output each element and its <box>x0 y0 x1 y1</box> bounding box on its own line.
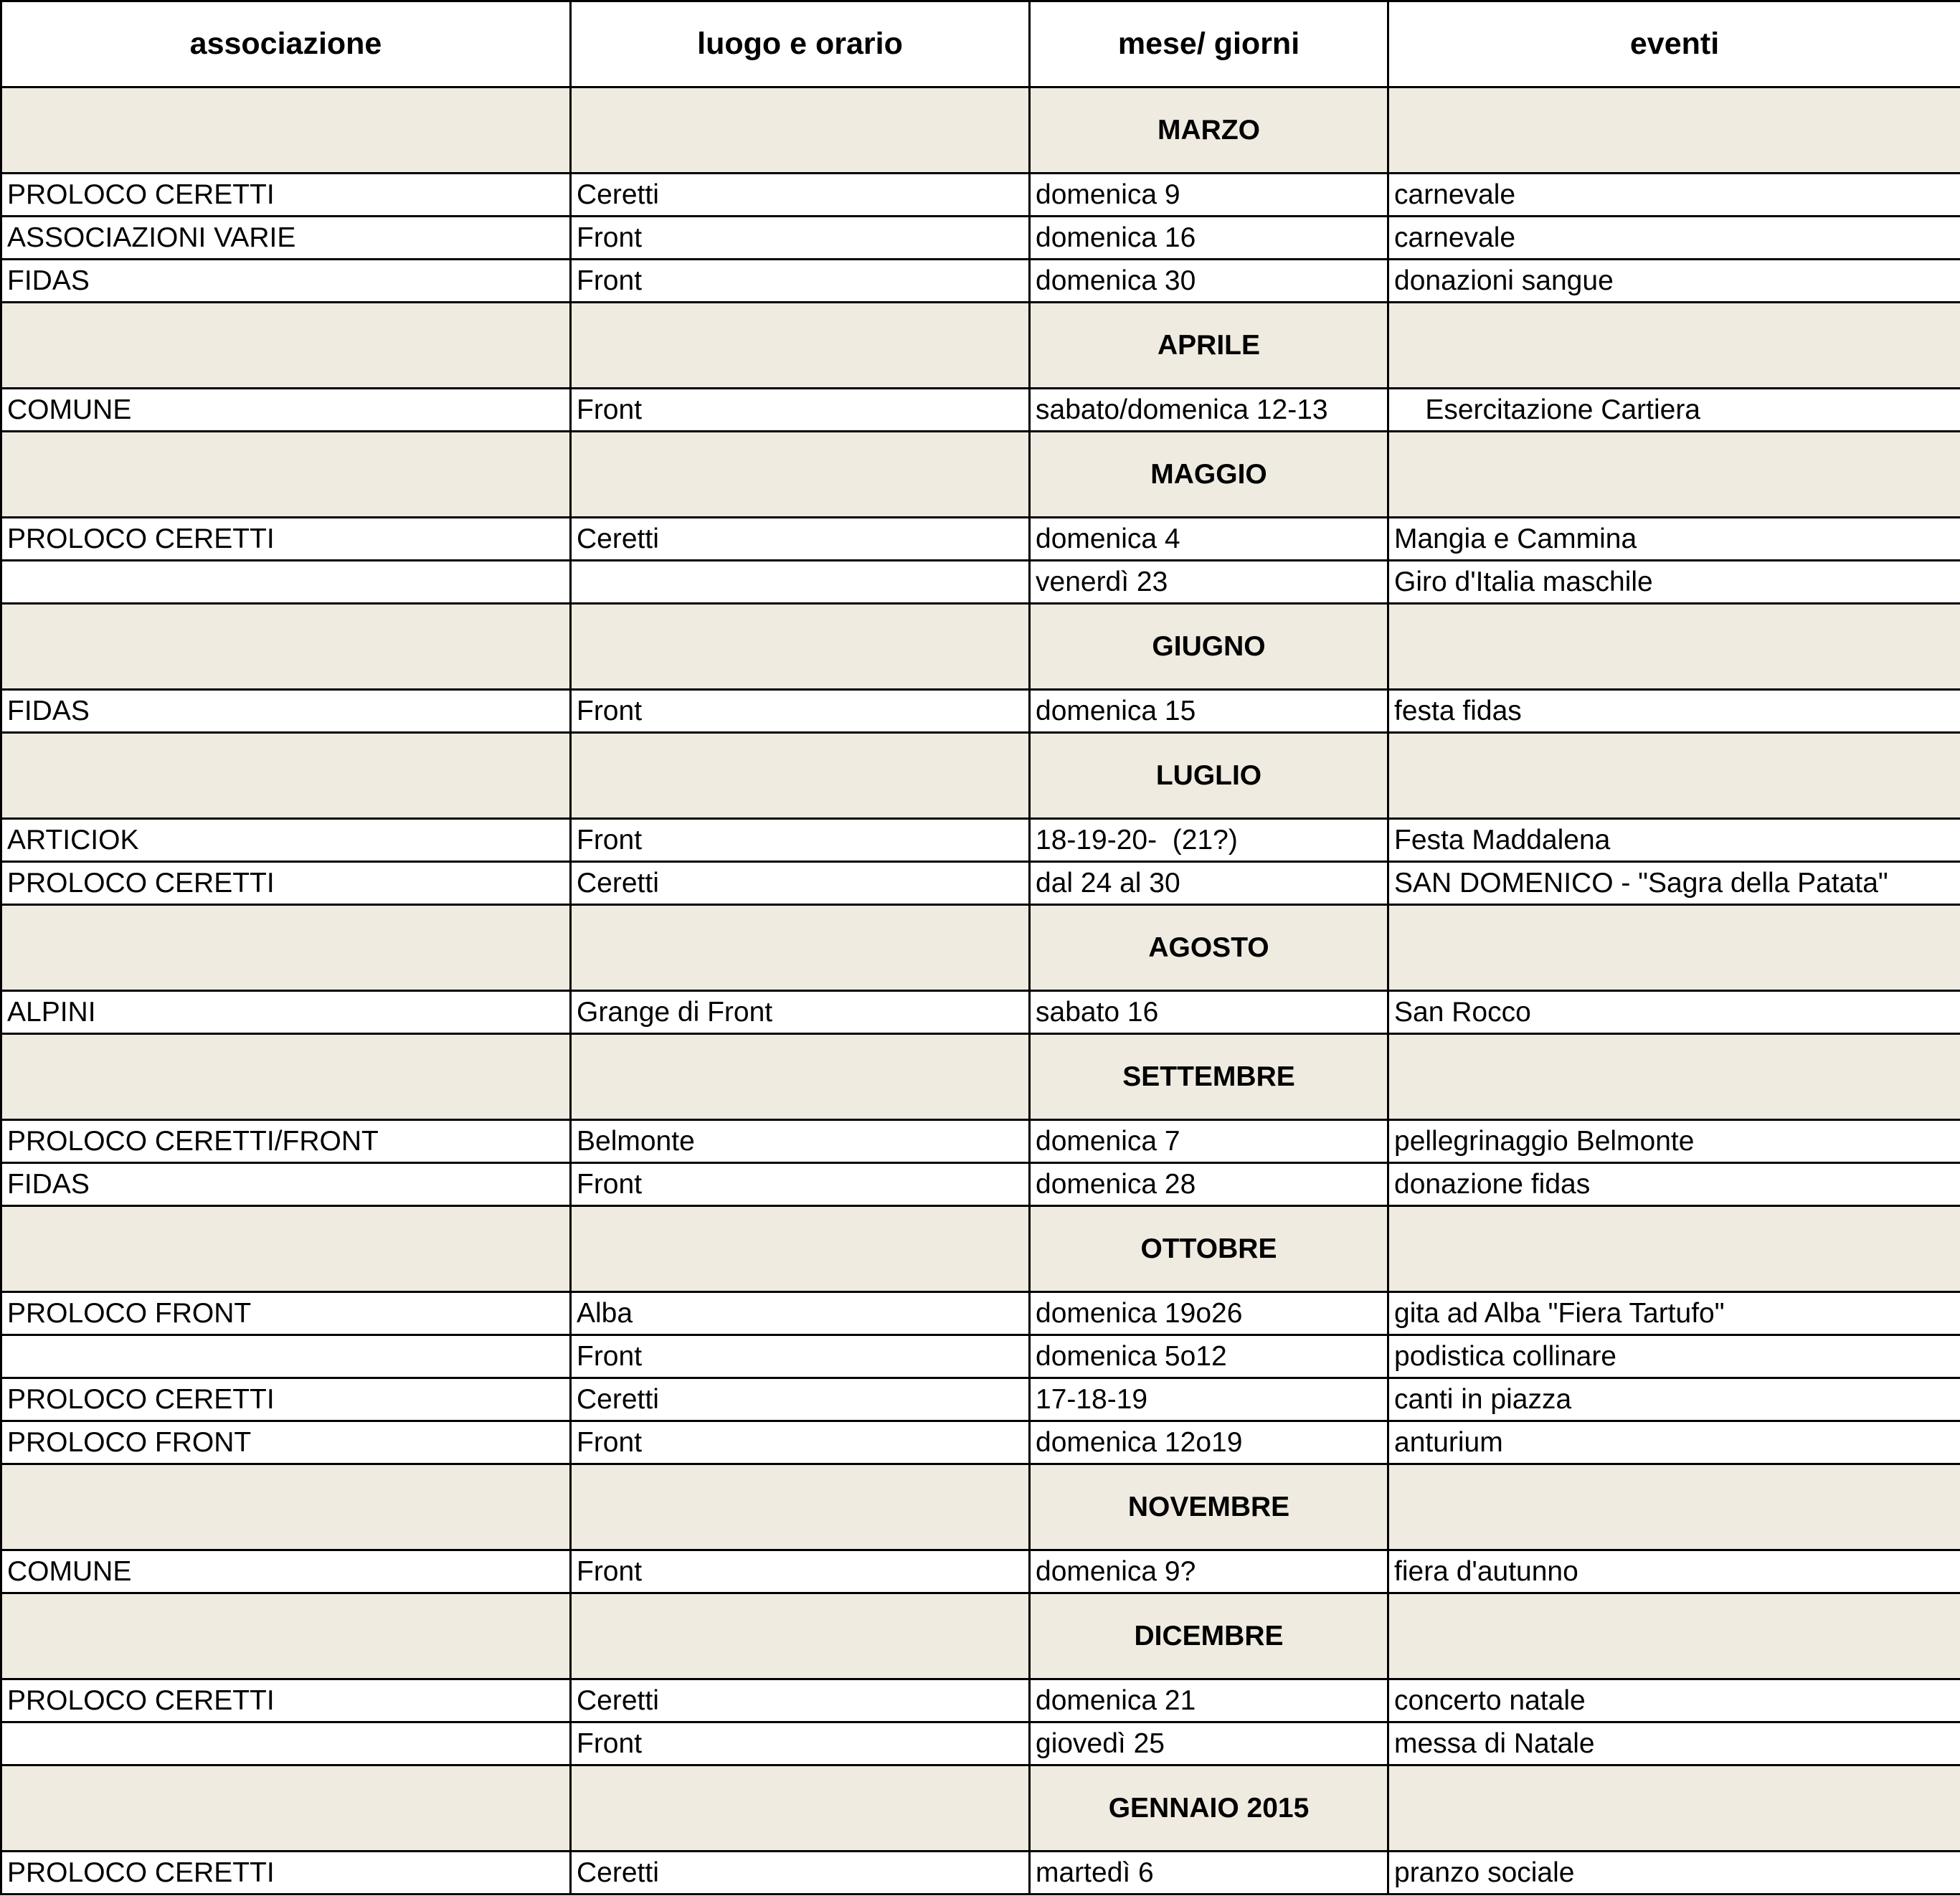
month-name: AGOSTO <box>1030 905 1388 991</box>
empty-cell <box>571 1206 1030 1292</box>
header-row <box>1 1 1960 87</box>
associazione-cell: PROLOCO FRONT <box>1 1292 571 1335</box>
associazione-cell: FIDAS <box>1 1163 571 1206</box>
giorni-cell: domenica 12o19 <box>1030 1421 1388 1464</box>
empty-cell <box>1388 87 1960 174</box>
evento-cell: messa di Natale <box>1388 1722 1960 1765</box>
empty-cell <box>1 87 571 174</box>
giorni-cell: sabato/domenica 12-13 <box>1030 389 1388 432</box>
giorni-cell: giovedì 25 <box>1030 1722 1388 1765</box>
associazione-cell: PROLOCO FRONT <box>1 1421 571 1464</box>
associazione-cell <box>1 1722 571 1765</box>
evento-cell: donazioni sangue <box>1388 260 1960 303</box>
luogo-cell: Front <box>571 1421 1030 1464</box>
luogo-cell: Front <box>571 1722 1030 1765</box>
giorni-cell: domenica 30 <box>1030 260 1388 303</box>
empty-cell <box>1 432 571 518</box>
luogo-cell: Front <box>571 1335 1030 1378</box>
giorni-cell: domenica 28 <box>1030 1163 1388 1206</box>
empty-cell <box>1388 1206 1960 1292</box>
empty-cell <box>1388 604 1960 690</box>
associazione-cell <box>1 1335 571 1378</box>
empty-cell <box>1 1464 571 1550</box>
table-row <box>1 217 1960 260</box>
giorni-cell: martedì 6 <box>1030 1852 1388 1895</box>
luogo-cell: Ceretti <box>571 862 1030 905</box>
giorni-cell: dal 24 al 30 <box>1030 862 1388 905</box>
table-row <box>1 1292 1960 1335</box>
luogo-cell: Grange di Front <box>571 991 1030 1034</box>
evento-cell: Esercitazione Cartiera <box>1388 389 1960 432</box>
associazione-cell: FIDAS <box>1 260 571 303</box>
empty-cell <box>571 1593 1030 1679</box>
giorni-cell: domenica 9? <box>1030 1550 1388 1593</box>
table-row <box>1 561 1960 604</box>
empty-cell <box>1 604 571 690</box>
header-eventi: eventi <box>1388 1 1960 87</box>
empty-cell <box>1388 733 1960 819</box>
table-row <box>1 518 1960 561</box>
associazione-cell: PROLOCO CERETTI <box>1 1378 571 1421</box>
table-row <box>1 1852 1960 1895</box>
giorni-cell: domenica 7 <box>1030 1120 1388 1163</box>
table-row <box>1 1120 1960 1163</box>
giorni-cell: 17-18-19 <box>1030 1378 1388 1421</box>
month-name: OTTOBRE <box>1030 1206 1388 1292</box>
luogo-cell: Front <box>571 217 1030 260</box>
giorni-cell: domenica 19o26 <box>1030 1292 1388 1335</box>
empty-cell <box>1388 303 1960 389</box>
evento-cell: canti in piazza <box>1388 1378 1960 1421</box>
table-row <box>1 1722 1960 1765</box>
table-row <box>1 1335 1960 1378</box>
empty-cell <box>571 905 1030 991</box>
month-header-row <box>1 1034 1960 1120</box>
associazione-cell: PROLOCO CERETTI <box>1 862 571 905</box>
table-row <box>1 1679 1960 1722</box>
luogo-cell: Ceretti <box>571 174 1030 217</box>
evento-cell: pellegrinaggio Belmonte <box>1388 1120 1960 1163</box>
associazione-cell <box>1 561 571 604</box>
empty-cell <box>571 1464 1030 1550</box>
associazione-cell: COMUNE <box>1 1550 571 1593</box>
month-header-row <box>1 1765 1960 1852</box>
month-header-row <box>1 1464 1960 1550</box>
associazione-cell: ASSOCIAZIONI VARIE <box>1 217 571 260</box>
associazione-cell: PROLOCO CERETTI <box>1 1852 571 1895</box>
evento-cell: San Rocco <box>1388 991 1960 1034</box>
luogo-cell: Front <box>571 389 1030 432</box>
table-row <box>1 1550 1960 1593</box>
header-mese-giorni: mese/ giorni <box>1030 1 1388 87</box>
evento-cell: donazione fidas <box>1388 1163 1960 1206</box>
empty-cell <box>1 1206 571 1292</box>
table-row <box>1 819 1960 862</box>
month-header-row <box>1 905 1960 991</box>
empty-cell <box>1388 1765 1960 1852</box>
evento-cell: podistica collinare <box>1388 1335 1960 1378</box>
table-row <box>1 260 1960 303</box>
evento-cell: Mangia e Cammina <box>1388 518 1960 561</box>
luogo-cell: Ceretti <box>571 1852 1030 1895</box>
associazione-cell: PROLOCO CERETTI <box>1 174 571 217</box>
giorni-cell: domenica 15 <box>1030 690 1388 733</box>
luogo-cell <box>571 561 1030 604</box>
month-name: MARZO <box>1030 87 1388 174</box>
luogo-cell: Alba <box>571 1292 1030 1335</box>
month-name: MAGGIO <box>1030 432 1388 518</box>
associazione-cell: FIDAS <box>1 690 571 733</box>
giorni-cell: domenica 16 <box>1030 217 1388 260</box>
empty-cell <box>1 1034 571 1120</box>
evento-cell: fiera d'autunno <box>1388 1550 1960 1593</box>
evento-cell: Festa Maddalena <box>1388 819 1960 862</box>
luogo-cell: Front <box>571 1163 1030 1206</box>
table-body <box>1 87 1960 1895</box>
month-name: LUGLIO <box>1030 733 1388 819</box>
evento-cell: carnevale <box>1388 174 1960 217</box>
giorni-cell: domenica 9 <box>1030 174 1388 217</box>
empty-cell <box>1 1593 571 1679</box>
month-name: GIUGNO <box>1030 604 1388 690</box>
luogo-cell: Front <box>571 1550 1030 1593</box>
empty-cell <box>571 303 1030 389</box>
month-name: DICEMBRE <box>1030 1593 1388 1679</box>
month-name: GENNAIO 2015 <box>1030 1765 1388 1852</box>
month-header-row <box>1 1206 1960 1292</box>
month-name: APRILE <box>1030 303 1388 389</box>
month-header-row <box>1 303 1960 389</box>
month-name: SETTEMBRE <box>1030 1034 1388 1120</box>
giorni-cell: domenica 4 <box>1030 518 1388 561</box>
empty-cell <box>571 604 1030 690</box>
luogo-cell: Ceretti <box>571 1378 1030 1421</box>
empty-cell <box>571 1034 1030 1120</box>
table-row <box>1 690 1960 733</box>
empty-cell <box>1 303 571 389</box>
header-associazione: associazione <box>1 1 571 87</box>
empty-cell <box>1 733 571 819</box>
evento-cell: pranzo sociale <box>1388 1852 1960 1895</box>
evento-cell: gita ad Alba "Fiera Tartufo" <box>1388 1292 1960 1335</box>
table-row <box>1 389 1960 432</box>
associazione-cell: PROLOCO CERETTI <box>1 1679 571 1722</box>
luogo-cell: Front <box>571 690 1030 733</box>
evento-cell: SAN DOMENICO - "Sagra della Patata" <box>1388 862 1960 905</box>
giorni-cell: venerdì 23 <box>1030 561 1388 604</box>
giorni-cell: domenica 21 <box>1030 1679 1388 1722</box>
luogo-cell: Front <box>571 260 1030 303</box>
header-luogo-e-orario: luogo e orario <box>571 1 1030 87</box>
empty-cell <box>1388 1464 1960 1550</box>
table-row <box>1 862 1960 905</box>
giorni-cell: domenica 5o12 <box>1030 1335 1388 1378</box>
associazione-cell: COMUNE <box>1 389 571 432</box>
empty-cell <box>571 1765 1030 1852</box>
empty-cell <box>1388 905 1960 991</box>
evento-cell: concerto natale <box>1388 1679 1960 1722</box>
month-header-row <box>1 432 1960 518</box>
associazione-cell: PROLOCO CERETTI <box>1 518 571 561</box>
month-header-row <box>1 87 1960 174</box>
month-header-row <box>1 604 1960 690</box>
month-header-row <box>1 1593 1960 1679</box>
empty-cell <box>571 733 1030 819</box>
empty-cell <box>1 1765 571 1852</box>
month-header-row <box>1 733 1960 819</box>
giorni-cell: sabato 16 <box>1030 991 1388 1034</box>
table-row <box>1 1378 1960 1421</box>
evento-cell: Giro d'Italia maschile <box>1388 561 1960 604</box>
associazione-cell: ALPINI <box>1 991 571 1034</box>
empty-cell <box>571 87 1030 174</box>
luogo-cell: Belmonte <box>571 1120 1030 1163</box>
empty-cell <box>1388 1034 1960 1120</box>
table-row <box>1 991 1960 1034</box>
empty-cell <box>1388 432 1960 518</box>
evento-cell: carnevale <box>1388 217 1960 260</box>
month-name: NOVEMBRE <box>1030 1464 1388 1550</box>
luogo-cell: Ceretti <box>571 1679 1030 1722</box>
empty-cell <box>571 432 1030 518</box>
evento-cell: festa fidas <box>1388 690 1960 733</box>
associazione-cell: ARTICIOK <box>1 819 571 862</box>
giorni-cell: 18-19-20- (21?) <box>1030 819 1388 862</box>
table-row <box>1 174 1960 217</box>
evento-cell: anturium <box>1388 1421 1960 1464</box>
luogo-cell: Front <box>571 819 1030 862</box>
table-row <box>1 1163 1960 1206</box>
empty-cell <box>1388 1593 1960 1679</box>
empty-cell <box>1 905 571 991</box>
luogo-cell: Ceretti <box>571 518 1030 561</box>
associazione-cell: PROLOCO CERETTI/FRONT <box>1 1120 571 1163</box>
table-row <box>1 1421 1960 1464</box>
